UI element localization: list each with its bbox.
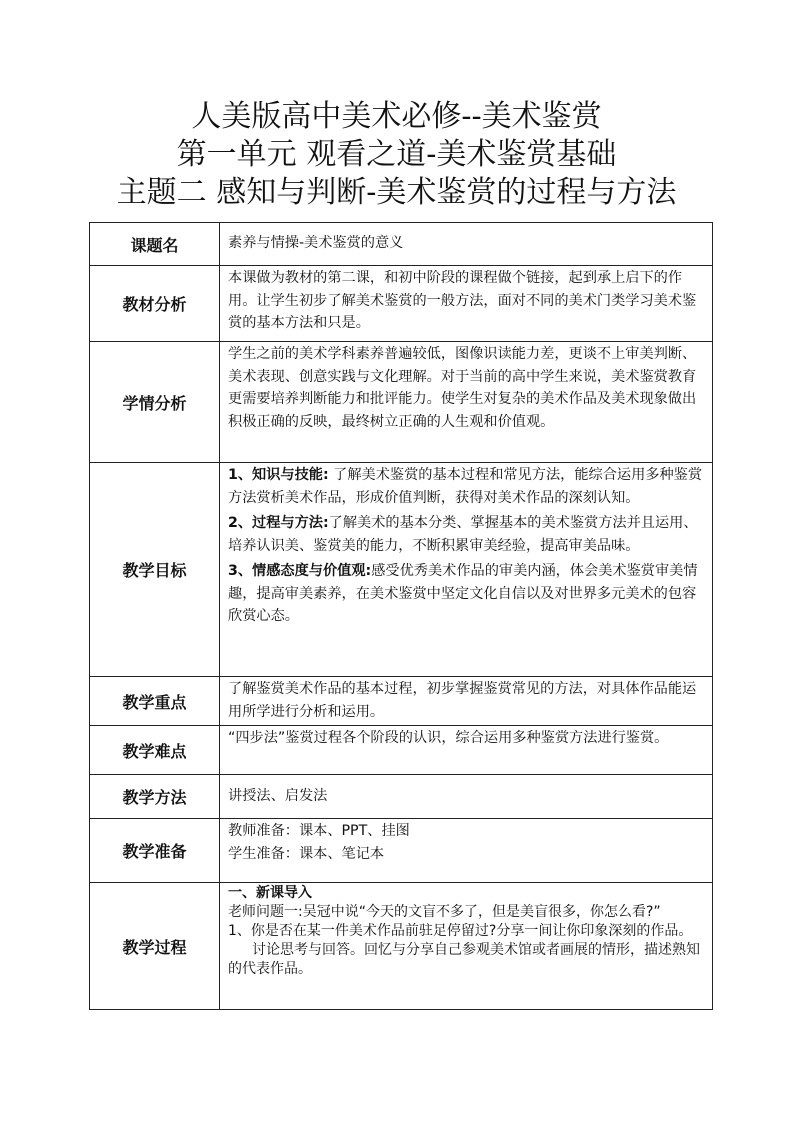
label-difficulty: 教学难点: [90, 726, 220, 775]
teacher-preparation: 教师准备：课本、PPT、挂图: [228, 823, 410, 839]
student-preparation: 学生准备：课本、笔记本: [228, 845, 385, 862]
value-difficulty: “四步法”鉴赏过程各个阶段的认识，综合运用多种鉴赏方法进行鉴赏。: [220, 726, 713, 775]
value-key-points: 了解鉴赏美术作品的基本过程，初步掌握鉴赏常见的方法，对具体作品能运用所学进行分析和运用。: [220, 677, 713, 726]
label-student-analysis: 学情分析: [90, 342, 220, 463]
goal-item: [228, 464, 707, 509]
header-line-textbook: 人美版高中美术必修--美术鉴赏: [191, 99, 602, 134]
lesson-plan-table: [89, 222, 713, 1010]
goal-title: 1、知识与技能:: [228, 467, 329, 483]
row-material-analysis: [90, 266, 713, 342]
goal-title: 3、情感态度与价值观:: [228, 563, 372, 579]
document-header: [0, 98, 793, 212]
process-line: 老师问题一:吴冠中说“今天的文盲不多了，但是美盲很多，你怎么看?”: [228, 904, 661, 920]
label-lesson-title: 课题名: [90, 223, 220, 266]
process-line: 讨论思考与回答。回忆与分享自己参观美术馆或者画展的情形，描述熟知的代表作品。: [228, 942, 700, 977]
value-methods: 讲授法、启发法: [220, 775, 713, 819]
label-methods: 教学方法: [90, 775, 220, 819]
label-teaching-process: 教学过程: [90, 883, 220, 1010]
row-difficulty: [90, 726, 713, 775]
label-preparation: 教学准备: [90, 819, 220, 883]
goal-text: 感受优秀美术作品的审美内涵，体会美术鉴赏审美情趣，提高审美素养，在美术鉴赏中坚定文化自信以及对世界多元美术的包容欣赏心态。: [228, 563, 698, 624]
row-student-analysis: [90, 342, 713, 463]
value-student-analysis: 学生之前的美术学科素养普遍较低，图像识读能力差，更谈不上审美判断、美术表现、创意实践与文化理解。对于当前的高中学生来说，美术鉴赏教育更需要培养判断能力和批评能力。使学生对复杂的美术作品及美术现象做出积极正确的反映，最终树立正确的人生观和价值观。: [220, 342, 713, 463]
goal-text: 了解美术鉴赏的基本过程和常见方法，能综合运用多种鉴赏方法赏析美术作品，形成价值判断，获得对美术作品的深刻认知。: [228, 467, 703, 506]
goal-item: [228, 512, 707, 557]
row-preparation: [90, 819, 713, 883]
goal-title: 2、过程与方法:: [228, 515, 329, 531]
label-teaching-goals: 教学目标: [90, 463, 220, 677]
goal-text: 了解美术的基本分类、掌握基本的美术鉴赏方法并且运用、培养认识美、鉴赏美的能力，不断积累审美经验，提高审美品味。: [228, 515, 698, 554]
header-line-unit: 第一单元 观看之道-美术鉴赏基础: [176, 137, 617, 172]
value-lesson-title: 素养与情操-美术鉴赏的意义: [220, 223, 713, 266]
goal-item: [228, 560, 707, 628]
value-material-analysis: 本课做为教材的第二课，和初中阶段的课程做个链接，起到承上启下的作用。让学生初步了解美术鉴赏的一般方法，面对不同的美术门类学习美术鉴赏的基本方法和只是。: [220, 266, 713, 342]
row-lesson-title: [90, 223, 713, 266]
value-preparation: [220, 819, 713, 883]
row-teaching-process: [90, 883, 713, 1010]
value-teaching-goals: [220, 463, 713, 677]
row-methods: [90, 775, 713, 819]
header-line-theme: 主题二 感知与判断-美术鉴赏的过程与方法: [116, 175, 677, 210]
process-line: 1、你是否在某一件美术作品前驻足停留过?分享一间让你印象深刻的作品。: [228, 923, 693, 939]
label-key-points: 教学重点: [90, 677, 220, 726]
row-teaching-goals: [90, 463, 713, 677]
row-key-points: [90, 677, 713, 726]
value-teaching-process: [220, 883, 713, 1010]
process-section-title: 一、新课导入: [228, 885, 312, 901]
label-material-analysis: 教材分析: [90, 266, 220, 342]
